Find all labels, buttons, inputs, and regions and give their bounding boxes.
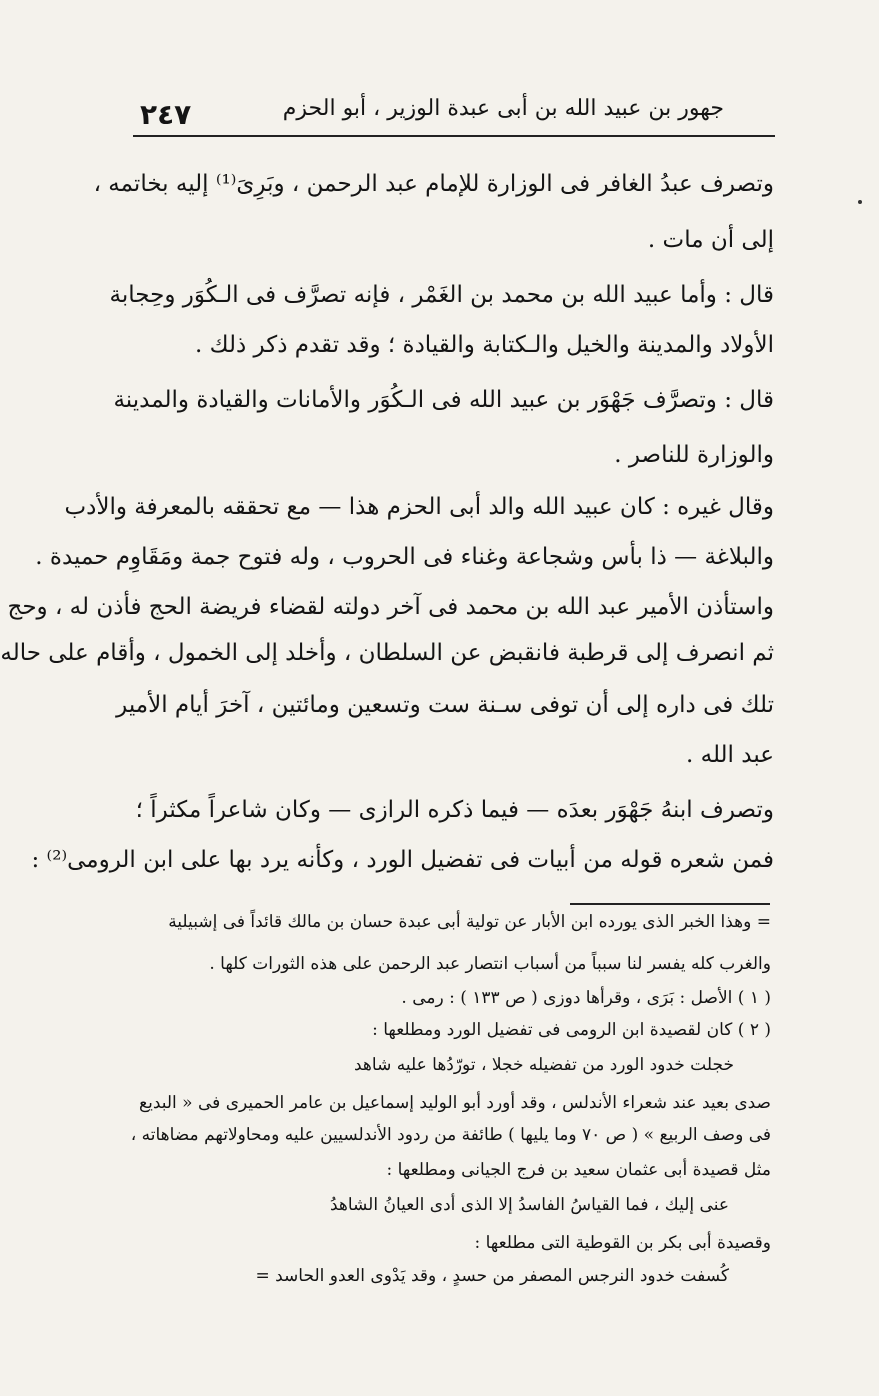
body-line: تلك فى داره إلى أن توفى سـنة ست وتسعين ومائتين ، آخرَ أيام الأمير xyxy=(116,692,774,718)
body-line: قال : وتصرَّف جَهْوَر بن عبيد الله فى الـكُوَر والأمانات والقيادة والمدينة xyxy=(113,387,774,413)
body-line: فمن شعره قوله من أبيات فى تفضيل الورد ، وكأنه يرد بها على ابن الرومى⁽²⁾ : xyxy=(31,847,774,873)
footnote-verse: كُسفت خدود النرجس المصفر من حسدٍ ، وقد يَدْوى العدو الحاسد = xyxy=(255,1266,729,1286)
body-line: عبد الله . xyxy=(685,742,774,768)
page-number: ٢٤٧ xyxy=(140,98,192,131)
footnote-verse: خجلت خدود الورد من تفضيله خجلا ، تورّدُها عليه شاهد xyxy=(354,1055,734,1075)
footnote-line: مثل قصيدة أبى عثمان سعيد بن فرج الجيانى ومطلعها : xyxy=(386,1160,771,1180)
body-line: والوزارة للناصر . xyxy=(614,442,774,468)
body-line: الأولاد والمدينة والخيل والـكتابة والقيادة ؛ وقد تقدم ذكر ذلك . xyxy=(194,332,774,358)
body-line: واستأذن الأمير عبد الله بن محمد فى آخر دولته لقضاء فريضة الحج فأذن له ، وحج xyxy=(7,594,774,620)
footnote-line: صدى بعيد عند شعراء الأندلس ، وقد أورد أبو الوليد إسماعيل بن عامر الحميرى فى « البديع xyxy=(139,1093,771,1113)
body-line: وقال غيره : كان عبيد الله والد أبى الحزم هذا — مع تحققه بالمعرفة والأدب xyxy=(64,494,774,520)
body-line: ثم انصرف إلى قرطبة فانقبض عن السلطان ، وأخلد إلى الخمول ، وأقام على حاله xyxy=(0,640,774,666)
body-line: والبلاغة — ذا بأس وشجاعة وغناء فى الحروب ، وله فتوح جمة ومَقَاوِم حميدة . xyxy=(35,544,774,570)
footnote-line: ( ٢ ) كان لقصيدة ابن الرومى فى تفضيل الورد ومطلعها : xyxy=(372,1020,771,1040)
header-rule xyxy=(133,135,775,137)
footnote-line: = وهذا الخبر الذى يورده ابن الأبار عن تولية أبى عبدة حسان بن مالك قائداً فى إشبيلية xyxy=(168,912,771,932)
body-line: قال : وأما عبيد الله بن محمد بن الغَمْر ، فإنه تصرَّف فى الـكُوَر وحِجابة xyxy=(109,282,774,308)
footnote-verse: عنى إليك ، فما القياسُ الفاسدُ إلا الذى أدى العيانُ الشاهدُ xyxy=(329,1195,729,1215)
footnote-line: فى وصف الربيع » ( ص ٧٠ وما يليها ) طائفة من ردود الأندلسيين عليه ومحاولاتهم مضاهاته ، xyxy=(130,1125,771,1145)
body-line: وتصرف ابنهُ جَهْوَر بعدَه — فيما ذكره الرازى — وكان شاعراً مكثراً ؛ xyxy=(135,797,774,823)
body-line: وتصرف عبدُ الغافر فى الوزارة للإمام عبد الرحمن ، وبَرِىَ⁽¹⁾ إليه بخاتمه ، xyxy=(93,171,774,197)
footnote-line: وقصيدة أبى بكر بن القوطية التى مطلعها : xyxy=(474,1233,771,1253)
footnote-line: والغرب كله يفسر لنا سبباً من أسباب انتصار عبد الرحمن على هذه الثورات كلها . xyxy=(209,954,771,974)
running-header: جهور بن عبيد الله بن أبى عبدة الوزير ، أبو الحزم xyxy=(282,96,724,121)
footnote-rule xyxy=(570,903,770,905)
body-line: إلى أن مات . xyxy=(647,227,774,253)
footnote-line: ( ١ ) الأصل : بَرَى ، وقرأها دوزى ( ص ١٣٣ ) : رمى . xyxy=(401,988,771,1008)
margin-dot xyxy=(858,200,862,204)
